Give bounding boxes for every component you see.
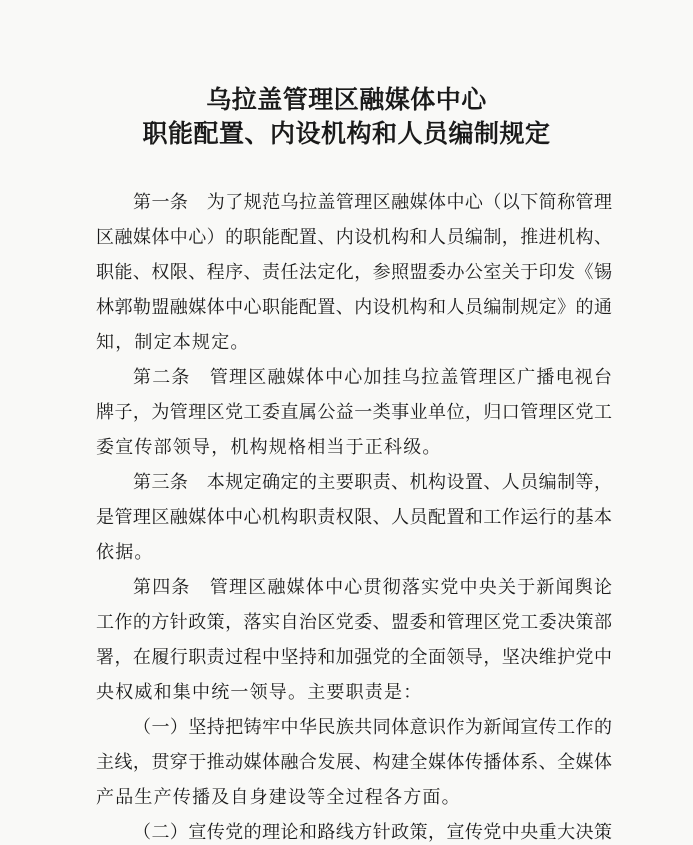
article-1-line-4: 林郭勒盟融媒体中心职能配置、内设机构和人员编制规定》的通 — [96, 297, 612, 318]
article-4-line-3: 署，在履行职责过程中坚持和加强党的全面领导，坚决维护党中 — [96, 647, 612, 668]
article-3-line-1: 第三条 本规定确定的主要职责、机构设置、人员编制等， — [133, 472, 612, 493]
article-2-line-1: 第二条 管理区融媒体中心加挂乌拉盖管理区广播电视台 — [133, 367, 612, 388]
article-3-line-2: 是管理区融媒体中心机构职责权限、人员配置和工作运行的基本 — [96, 507, 612, 528]
article-1-line-5: 知，制定本规定。 — [96, 332, 250, 353]
article-1-line-2: 区融媒体中心）的职能配置、内设机构和人员编制，推进机构、 — [96, 227, 612, 248]
article-4-line-2: 工作的方针政策，落实自治区党委、盟委和管理区党工委决策部 — [96, 612, 612, 633]
article-2-line-3: 委宣传部领导，机构规格相当于正科级。 — [96, 437, 442, 458]
item-1-line-3: 产品生产传播及自身建设等全过程各方面。 — [96, 787, 461, 808]
item-1-line-2: 主线，贯穿于推动媒体融合发展、构建全媒体传播体系、全媒体 — [96, 752, 612, 773]
article-3-line-3: 依据。 — [96, 542, 154, 563]
item-1-line-1: （一）坚持把铸牢中华民族共同体意识作为新闻宣传工作的 — [133, 717, 612, 738]
article-1-line-1: 第一条 为了规范乌拉盖管理区融媒体中心（以下简称管理 — [133, 192, 612, 213]
document-title-line-1: 乌拉盖管理区融媒体中心 — [206, 85, 487, 114]
article-2-line-2: 牌子，为管理区党工委直属公益一类事业单位，归口管理区党工 — [96, 402, 612, 423]
article-4-line-1: 第四条 管理区融媒体中心贯彻落实党中央关于新闻舆论 — [133, 577, 612, 598]
document-title-line-2: 职能配置、内设机构和人员编制规定 — [142, 119, 551, 148]
article-1-line-3: 职能、权限、程序、责任法定化，参照盟委办公室关于印发《锡 — [96, 262, 612, 283]
item-2-line-1: （二）宣传党的理论和路线方针政策，宣传党中央重大决策 — [133, 822, 612, 843]
article-4-line-4: 央权威和集中统一领导。主要职责是： — [96, 682, 423, 703]
